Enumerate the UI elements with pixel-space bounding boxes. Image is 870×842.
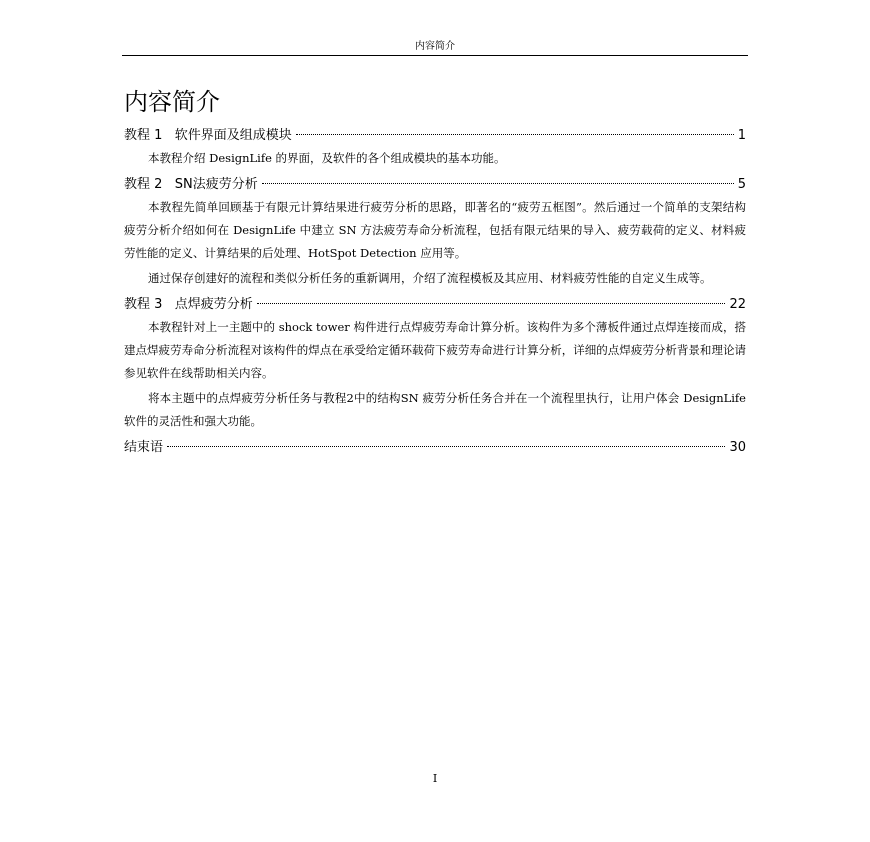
toc-description: 通过保存创建好的流程和类似分析任务的重新调用，介绍了流程模板及其应用、材料疲劳性能的自定义生成等。 [148, 271, 712, 285]
toc-leader [262, 183, 734, 184]
toc-description: 本教程介绍 DesignLife 的界面，及软件的各个组成模块的基本功能。 [148, 151, 506, 165]
header-rule [122, 55, 748, 56]
page-title: 内容简介 [124, 88, 220, 117]
toc-leader [167, 446, 725, 447]
toc-description: 本教程先简单回顾基于有限元计算结果进行疲劳分析的思路，即著名的“疲劳五框图”。然后通过一个简单的支架结构疲劳分析介绍如何在 DesignLife 中建立 SN 方法疲劳寿命分析流程，包括有限元结果的导入、疲劳载荷的定义、材料疲劳性能的定义、计算结果的后处理、HotSpot Detection 应用等。 [124, 200, 746, 260]
toc-page-number: 5 [737, 177, 746, 192]
toc-label: 结束语 [124, 440, 164, 455]
toc-label: 教程 2 SN法疲劳分析 [124, 177, 258, 192]
toc-leader [257, 303, 726, 304]
toc-page-number: 22 [729, 297, 746, 312]
table-of-contents [124, 127, 746, 457]
page-number: I [432, 772, 438, 785]
toc-entry-tutorial-3[interactable] [124, 296, 746, 314]
running-header: 内容简介 [415, 41, 455, 52]
toc-description: 本教程针对上一主题中的 shock tower 构件进行点焊疲劳寿命计算分析。该构件为多个薄板件通过点焊连接而成，搭建点焊疲劳寿命分析流程对该构件的焊点在承受给定循环载荷下疲劳寿命进行计算分析，详细的点焊疲劳分析背景和理论请参见软件在线帮助相关内容。 [124, 320, 746, 380]
toc-page-number: 30 [729, 440, 746, 455]
toc-entry-tutorial-1[interactable] [124, 127, 746, 145]
toc-entry-tutorial-2[interactable] [124, 176, 746, 194]
toc-page-number: 1 [737, 128, 746, 143]
toc-label: 教程 1 软件界面及组成模块 [124, 128, 292, 143]
toc-entry-conclusion[interactable] [124, 439, 746, 457]
toc-leader [296, 134, 734, 135]
toc-description: 将本主题中的点焊疲劳分析任务与教程2中的结构SN 疲劳分析任务合并在一个流程里执行，让用户体会 DesignLife 软件的灵活性和强大功能。 [124, 391, 746, 428]
toc-label: 教程 3 点焊疲劳分析 [124, 297, 253, 312]
